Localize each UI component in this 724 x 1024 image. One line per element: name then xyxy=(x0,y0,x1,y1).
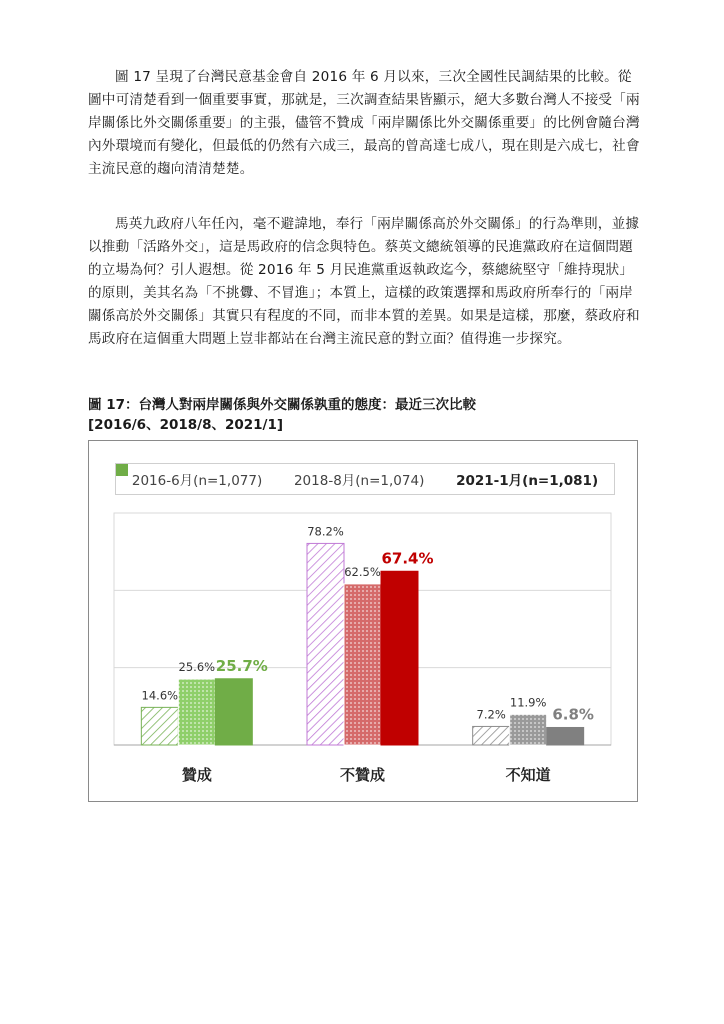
figure-title-line2: [2016/6、2018/8、2021/1] xyxy=(88,417,284,433)
category-label-0: 贊成 xyxy=(181,766,212,784)
category-label-1: 不贊成 xyxy=(339,766,386,784)
bar-1-2 xyxy=(381,571,418,745)
data-label-0-0: 14.6% xyxy=(141,688,179,703)
chart-legend xyxy=(115,463,615,495)
data-label-1-0: 78.2% xyxy=(307,524,344,539)
chart-container xyxy=(88,440,638,802)
bar-2-1 xyxy=(510,714,547,745)
data-label-2-0: 7.2% xyxy=(476,707,506,722)
legend-label-1: 2018-8月(n=1,074) xyxy=(293,473,425,489)
data-label-2-2: 6.8% xyxy=(552,705,594,724)
legend-item-2 xyxy=(456,469,598,489)
bar-0-2 xyxy=(215,679,252,745)
data-label-0-1: 25.6% xyxy=(178,660,216,675)
legend-item-0 xyxy=(132,469,262,489)
bar-1-0 xyxy=(307,543,344,745)
data-label-1-2: 67.4% xyxy=(381,549,434,568)
bar-0-0 xyxy=(141,707,178,745)
data-label-0-2: 25.7% xyxy=(215,656,268,675)
bar-0-1 xyxy=(178,679,215,745)
legend-label-0: 2016-6月(n=1,077) xyxy=(131,473,263,489)
legend-swatch-2 xyxy=(116,464,128,476)
bar-1-1 xyxy=(344,584,381,745)
paragraph-1: 圖 17 呈現了台灣民意基金會自 2016 年 6 月以來，三次全國性民調結果的比較。從圖中可清楚看到一個重要事實，那就是，三次調查結果皆顯示，絕大多數台灣人不接受「兩岸關係比外交關係重要」的主張，儘管不贊成「兩岸關係比外交關係重要」的比例會隨台灣內外環境而有變化，但最低的仍然有六成三，最高的曾高達七成八，現在則是六成七，社會主流民意的趨向清清楚楚。 xyxy=(88,69,640,177)
bar-2-0 xyxy=(473,726,510,745)
paragraph-2: 馬英九政府八年任內，毫不避諱地，奉行「兩岸關係高於外交關係」的行為準則，並據以推動「活路外交」，這是馬政府的信念與特色。蔡英文總統領導的民進黨政府在這個問題的立場為何？引人遐想。從 2016 年 5 月民進黨重返執政迄今，蔡總統堅守「維持現狀」的原則，美其名為「不挑釁、不冒進」；本質上，這樣的政策選擇和馬政府所奉行的「兩岸關係高於外交關係」其實只有程度的不同，而非本質的差異。如果是這樣，那麼，蔡政府和馬政府在這個重大問題上豈非都站在台灣主流民意的對立面？值得進一步探究。 xyxy=(88,216,640,347)
legend-label-2: 2021-1月(n=1,081) xyxy=(456,473,599,489)
category-label-2: 不知道 xyxy=(505,766,551,784)
legend-item-1 xyxy=(294,469,424,489)
data-label-1-1: 62.5% xyxy=(344,564,381,579)
figure-title xyxy=(88,395,476,435)
bar-chart xyxy=(89,441,639,803)
figure-title-line1: 圖 17：台灣人對兩岸關係與外交關係孰重的態度：最近三次比較 xyxy=(88,397,476,413)
bar-2-2 xyxy=(547,727,584,745)
data-label-2-1: 11.9% xyxy=(509,695,547,710)
